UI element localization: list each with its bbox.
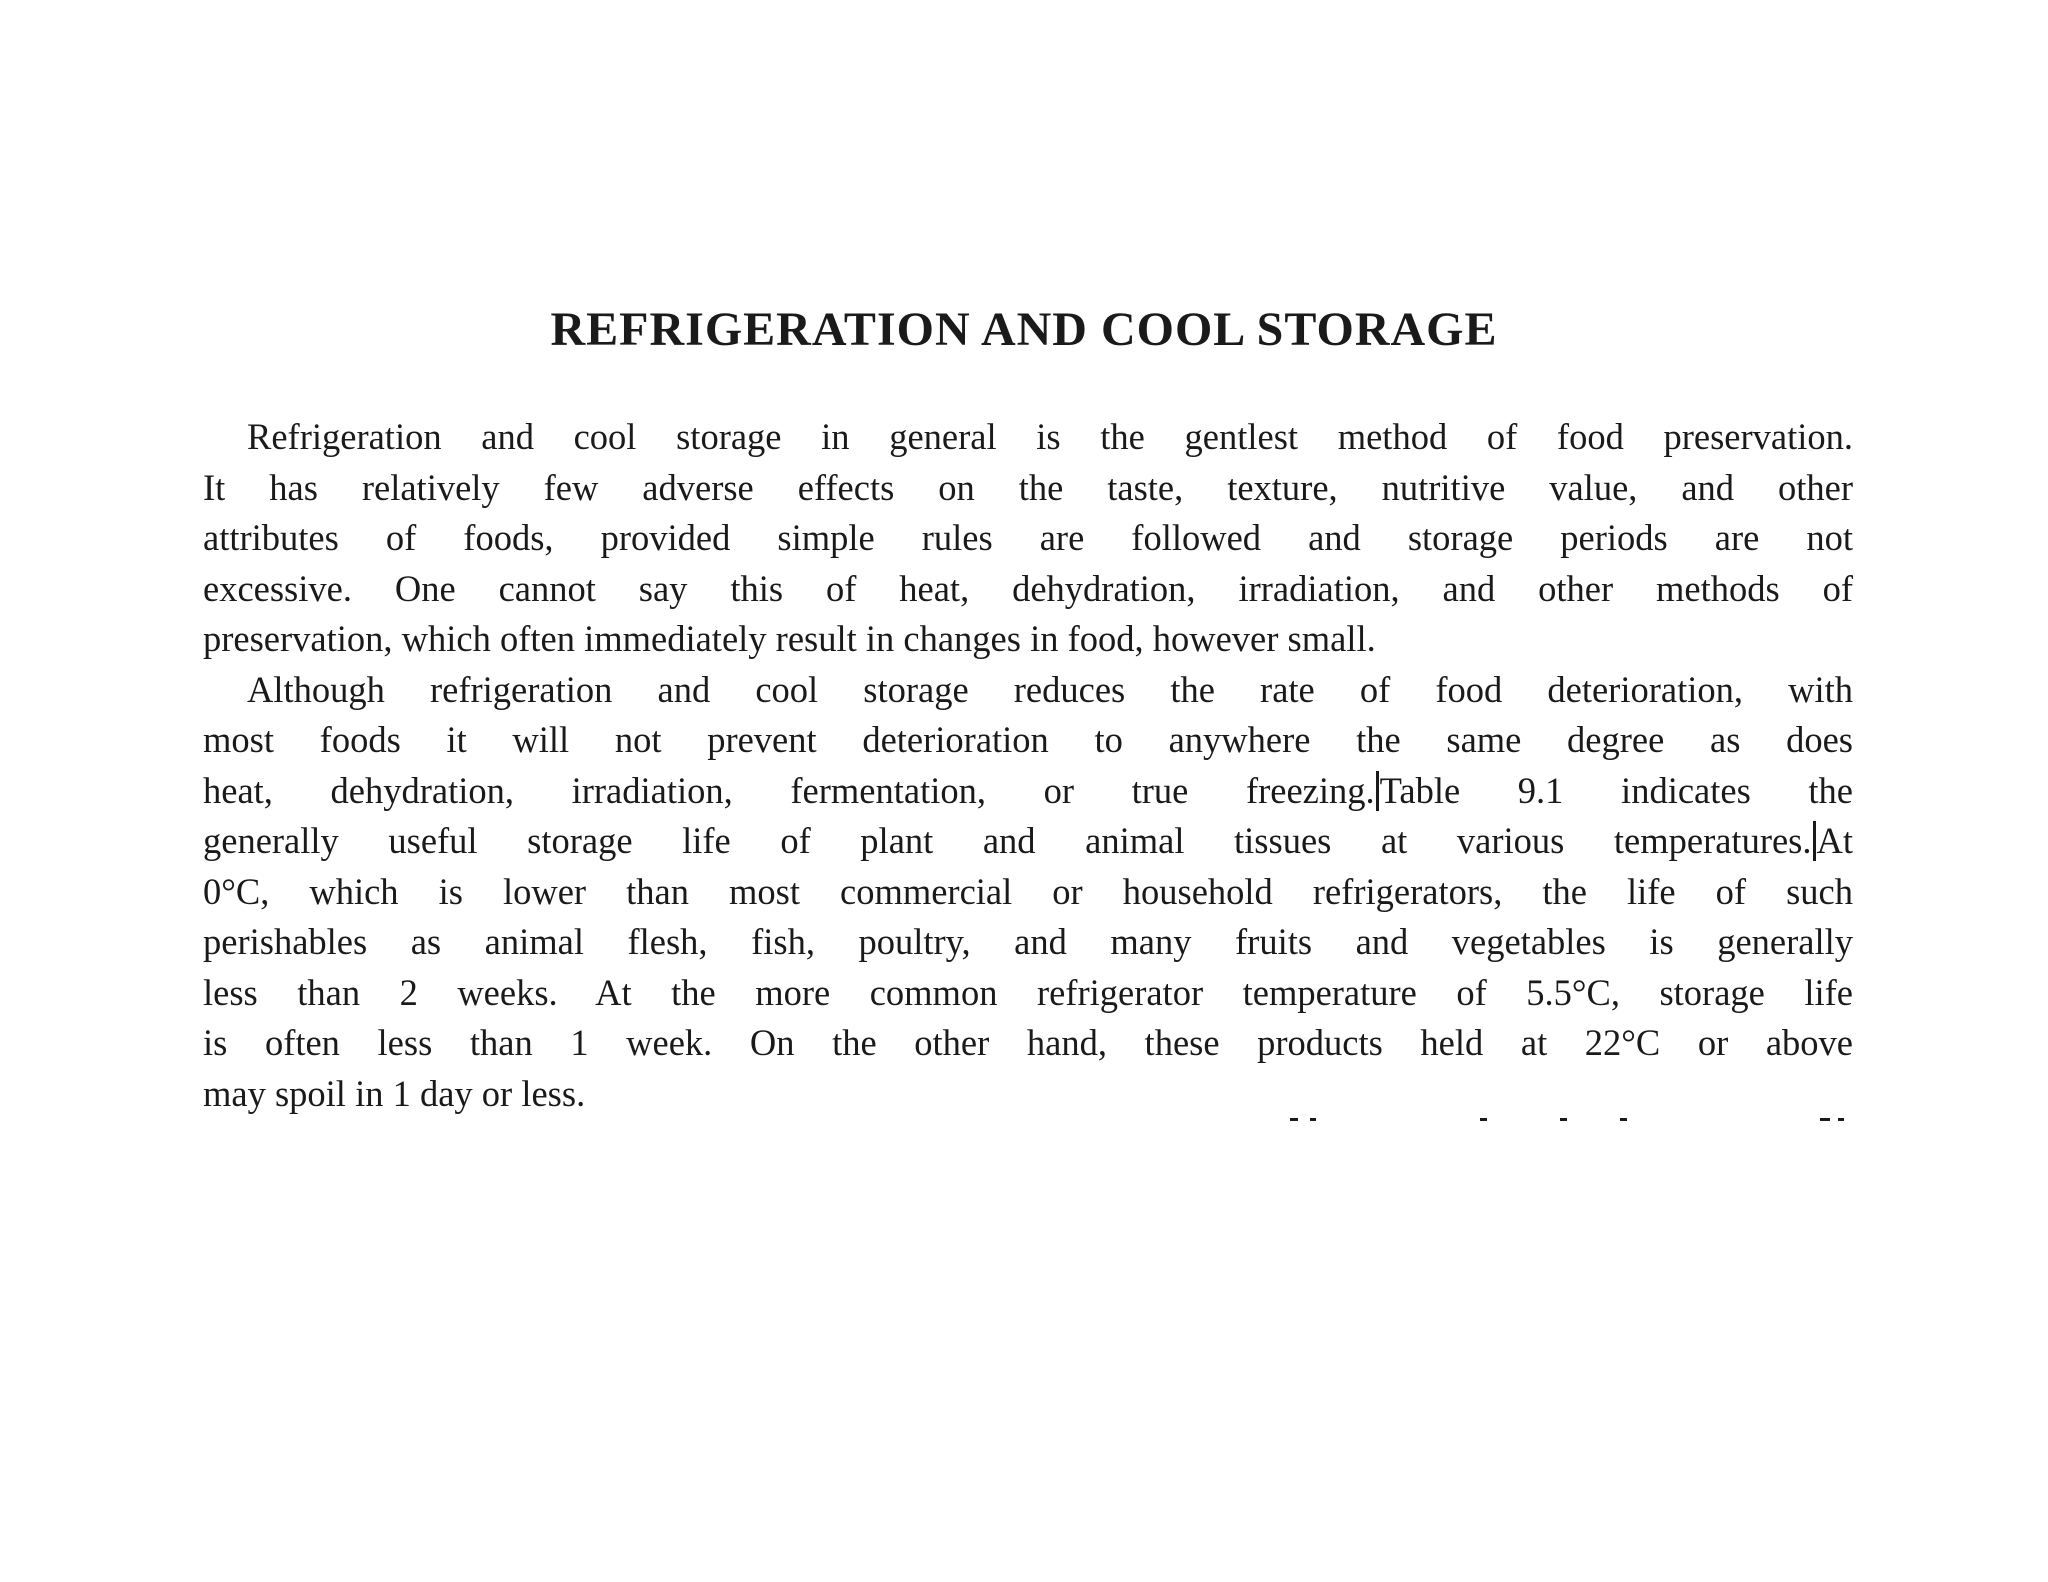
- text-segment: heat, dehydration, irradiation, fermentation, or true freezing.: [203, 769, 1375, 811]
- page-title: REFRIGERATION AND COOL STORAGE: [550, 303, 1498, 356]
- text-line: [203, 816, 1853, 867]
- text-line: may spoil in 1 day or less.: [203, 1072, 586, 1114]
- scan-artifact: [1480, 1118, 1487, 1121]
- scan-artifact: [1310, 1118, 1316, 1121]
- edit-mark-open: [1376, 771, 1379, 811]
- text-segment: Table 9.1 indicates the: [1379, 769, 1853, 811]
- scan-artifact: [1560, 1118, 1567, 1121]
- text-line: preservation, which often immediately result in changes in food, however small.: [203, 618, 1376, 659]
- paragraph-2: [203, 665, 1853, 1120]
- text-line: excessive. One cannot say this of heat, dehydration, irradiation, and other methods of: [203, 567, 1853, 609]
- text-segment: At: [1816, 820, 1853, 861]
- body-text: [203, 412, 1853, 1119]
- text-line: is often less than 1 week. On the other hand, these products held at 22°C or above: [203, 1022, 1853, 1063]
- text-line: It has relatively few adverse effects on the taste, texture, nutritive value, and other: [203, 466, 1853, 508]
- text-line: 0°C, which is lower than most commercial or household refrigerators, the life of such: [203, 870, 1853, 912]
- scan-artifact: [1290, 1118, 1298, 1121]
- text-line: most foods it will not prevent deterioration to anywhere the same degree as does: [203, 719, 1853, 760]
- text-line: Refrigeration and cool storage in general is the gentlest method of food preservation.: [247, 416, 1853, 457]
- edit-mark-close: [1813, 821, 1816, 861]
- text-line: less than 2 weeks. At the more common refrigerator temperature of 5.5°C, storage life: [203, 971, 1853, 1013]
- paragraph-1: [203, 412, 1853, 665]
- text-line: [203, 766, 1853, 817]
- text-segment: generally useful storage life of plant and animal tissues at various temperatures.: [203, 820, 1812, 861]
- text-line: perishables as animal flesh, fish, poultry, and many fruits and vegetables is generally: [203, 921, 1853, 962]
- scan-artifact: [1620, 1118, 1627, 1121]
- scan-artifact: [1820, 1118, 1830, 1121]
- text-line: Although refrigeration and cool storage reduces the rate of food deterioration, with: [247, 668, 1853, 710]
- scan-artifact: [1838, 1118, 1844, 1121]
- text-line: attributes of foods, provided simple rules are followed and storage periods are not: [203, 517, 1853, 558]
